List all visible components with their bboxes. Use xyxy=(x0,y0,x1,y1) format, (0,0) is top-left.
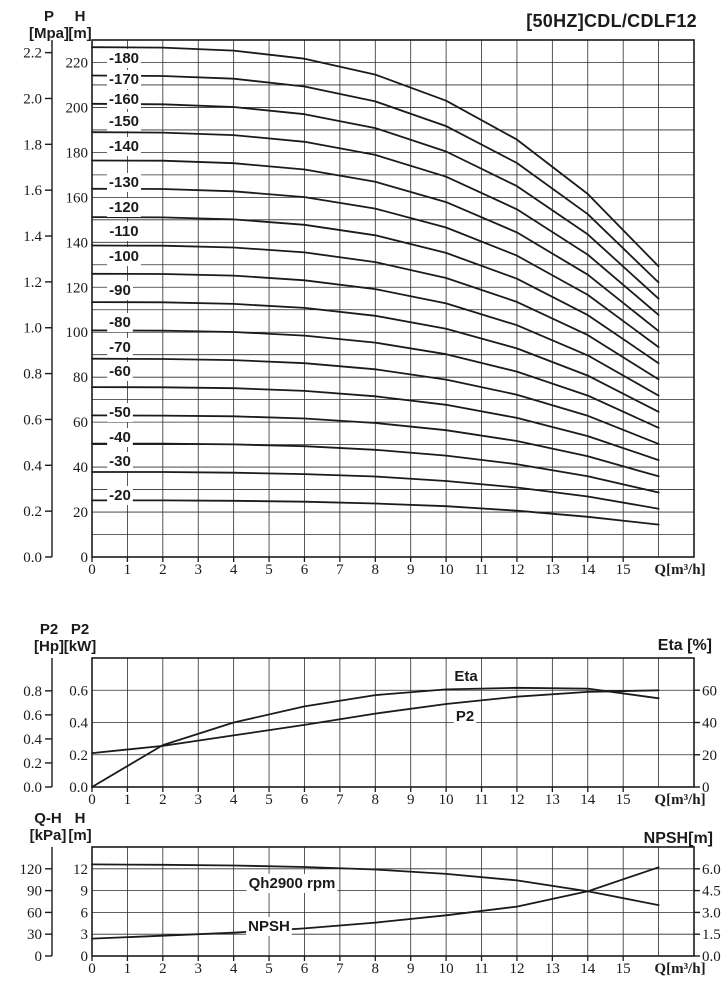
axis-tick-label: 30 xyxy=(27,927,42,944)
curve-label-P2: P2 xyxy=(455,708,475,725)
axis-tick-label: 180 xyxy=(65,145,88,162)
curve-label--170: -170 xyxy=(108,71,140,88)
x-tick-label: 12 xyxy=(509,792,525,808)
axis-tick-label: 1.8 xyxy=(23,137,42,154)
axis-tick-label: 4.5 xyxy=(702,883,721,900)
x-tick-label: 7 xyxy=(336,792,344,808)
axis-tick-label: 0 xyxy=(34,949,42,965)
axis-tick-label: 0.6 xyxy=(23,412,42,429)
axis-tick-label: 80 xyxy=(73,370,88,387)
axis-tick-label: 0.2 xyxy=(23,755,42,772)
curve-label--100: -100 xyxy=(108,248,140,265)
x-tick-label: 9 xyxy=(406,792,415,808)
x-tick-label: 5 xyxy=(265,562,273,578)
axis-tick-label: 0.8 xyxy=(23,683,42,700)
axis-tick-label: 0.4 xyxy=(69,715,88,732)
curve-label--140: -140 xyxy=(108,138,140,155)
curve-label--60: -60 xyxy=(109,363,131,380)
x-tick-label: 5 xyxy=(265,961,273,977)
axis-tick-label: 6 xyxy=(80,905,88,922)
x-tick-label: 4 xyxy=(229,792,238,808)
axis-tick-label: 0.6 xyxy=(69,683,88,700)
axis-tick-label: 2.0 xyxy=(23,91,42,108)
axis-tick-label: 20 xyxy=(702,747,717,764)
axis-title: [kPa] xyxy=(29,827,67,844)
axis-tick-label: 0.2 xyxy=(69,747,88,764)
x-tick-label: 9 xyxy=(406,961,415,977)
axis-tick-label: 200 xyxy=(65,100,88,117)
x-tick-label: 11 xyxy=(474,562,489,578)
right-axis-title: NPSH[m] xyxy=(643,830,713,847)
chart-qh-npsh xyxy=(20,810,721,977)
axis-title: H xyxy=(74,810,86,827)
x-tick-label: 1 xyxy=(123,562,132,578)
x-tick-label: 4 xyxy=(229,961,238,977)
x-tick-label: 3 xyxy=(194,792,202,808)
grid xyxy=(92,847,694,956)
axis-tick-label: 60 xyxy=(702,683,717,700)
x-tick-label: 3 xyxy=(194,562,202,578)
axis-title: [kW] xyxy=(63,638,97,655)
x-tick-label: 0 xyxy=(88,792,96,808)
curve-label--50: -50 xyxy=(109,404,131,421)
axis-title: [Mpa] xyxy=(29,25,69,42)
x-tick-label: 15 xyxy=(615,792,631,808)
curve-label--150: -150 xyxy=(108,113,140,130)
axis-tick-label: 0 xyxy=(80,949,88,965)
x-tick-label: 14 xyxy=(580,961,596,977)
axis-tick-label: 1.4 xyxy=(23,229,42,246)
axis-tick-label: 12 xyxy=(73,861,88,878)
axis-tick-label: 60 xyxy=(73,415,88,432)
chart-title: [50HZ]CDL/CDLF12 xyxy=(526,11,697,31)
axis-tick-label: 0.0 xyxy=(702,949,721,965)
x-tick-label: 13 xyxy=(544,562,560,578)
curve-label-Eta: Eta xyxy=(454,668,478,685)
axis-tick-label: 0.4 xyxy=(23,458,42,475)
curve-label-NPSH: NPSH xyxy=(248,918,290,935)
axis-tick-label: 40 xyxy=(702,715,717,732)
axis-tick-label: 1.0 xyxy=(23,320,42,337)
curve-label--130: -130 xyxy=(108,174,140,191)
curve-label--70: -70 xyxy=(109,339,131,356)
x-tick-label: 12 xyxy=(509,562,525,578)
x-tick-label: 0 xyxy=(88,562,96,578)
curve-label--40: -40 xyxy=(109,429,131,446)
x-tick-label: 3 xyxy=(194,961,202,977)
right-axis-title: Eta [%] xyxy=(657,637,712,654)
x-tick-label: 10 xyxy=(438,792,454,808)
axis-tick-label: 0.8 xyxy=(23,366,42,383)
axis-title: H xyxy=(74,8,86,25)
axis-tick-label: 0.4 xyxy=(23,731,42,748)
chart-power-eta xyxy=(23,621,717,808)
axis-title: Q-H xyxy=(34,810,62,827)
axis-tick-label: 1.5 xyxy=(702,927,721,944)
x-unit-label: Q[m³/h] xyxy=(654,562,706,578)
x-tick-label: 0 xyxy=(88,961,96,977)
axis-tick-label: 0.0 xyxy=(23,780,42,796)
axis-tick-label: 100 xyxy=(65,325,88,342)
axis-title: [m] xyxy=(68,827,92,844)
axis-tick-label: 220 xyxy=(65,55,88,72)
axis-tick-label: 2.2 xyxy=(23,45,42,62)
x-tick-label: 15 xyxy=(615,562,631,578)
x-tick-label: 1 xyxy=(123,792,132,808)
axis-tick-label: 0.6 xyxy=(23,707,42,724)
grid xyxy=(92,658,694,787)
curve-label--110: -110 xyxy=(109,223,139,240)
curve-label--120: -120 xyxy=(108,199,140,216)
plot-border xyxy=(92,847,694,956)
chart-head-curves xyxy=(23,8,705,578)
axis-title: P xyxy=(43,8,55,25)
x-tick-label: 11 xyxy=(474,961,489,977)
axis-tick-label: 40 xyxy=(73,460,88,477)
x-tick-label: 4 xyxy=(229,562,238,578)
x-tick-label: 8 xyxy=(371,792,380,808)
axis-tick-label: 1.2 xyxy=(23,274,42,291)
axis-tick-label: 0.2 xyxy=(23,504,42,521)
axis-title: P2 xyxy=(70,621,90,638)
x-tick-label: 2 xyxy=(159,562,167,578)
axis-tick-label: 120 xyxy=(19,861,42,878)
axis-title: [m] xyxy=(68,25,92,42)
x-tick-label: 12 xyxy=(509,961,525,977)
axis-tick-label: 6.0 xyxy=(702,861,721,878)
x-tick-label: 15 xyxy=(615,961,631,977)
axis-tick-label: 140 xyxy=(65,235,88,252)
axis-tick-label: 3 xyxy=(80,927,88,944)
axis-tick-label: 20 xyxy=(73,505,88,522)
axis-tick-label: 120 xyxy=(65,280,88,297)
axis-tick-label: 0.0 xyxy=(69,780,88,796)
axis-tick-label: 0 xyxy=(80,550,88,566)
x-tick-label: 2 xyxy=(159,792,167,808)
x-tick-label: 10 xyxy=(438,961,454,977)
axis-tick-label: 0 xyxy=(702,780,710,796)
x-tick-label: 10 xyxy=(438,562,454,578)
x-tick-label: 6 xyxy=(300,792,309,808)
x-unit-label: Q[m³/h] xyxy=(654,792,706,808)
x-tick-label: 6 xyxy=(300,562,309,578)
x-unit-label: Q[m³/h] xyxy=(654,961,706,977)
axis-tick-label: 60 xyxy=(27,905,42,922)
x-tick-label: 13 xyxy=(544,792,560,808)
curve-label-Qh2900 rpm: Qh2900 rpm xyxy=(248,875,336,892)
curve-label--30: -30 xyxy=(109,453,131,470)
axis-title: [Hp] xyxy=(34,638,64,655)
x-tick-label: 5 xyxy=(265,792,273,808)
curve-label--80: -80 xyxy=(109,314,131,331)
x-tick-label: 7 xyxy=(336,961,344,977)
axis-tick-label: 1.6 xyxy=(23,183,42,200)
axis-tick-label: 3.0 xyxy=(702,905,721,922)
x-tick-label: 8 xyxy=(371,562,380,578)
curve-label--180: -180 xyxy=(108,50,140,67)
x-tick-label: 2 xyxy=(159,961,167,977)
axis-tick-label: 0.0 xyxy=(23,550,42,566)
curve-label--90: -90 xyxy=(109,282,131,299)
axis-tick-label: 160 xyxy=(65,190,88,207)
x-tick-label: 11 xyxy=(474,792,489,808)
axis-tick-label: 90 xyxy=(27,883,42,900)
x-tick-label: 9 xyxy=(406,562,415,578)
x-tick-label: 6 xyxy=(300,961,309,977)
x-tick-label: 14 xyxy=(580,792,596,808)
axis-tick-label: 9 xyxy=(80,883,88,900)
curve-label--160: -160 xyxy=(108,91,140,108)
curve-label--20: -20 xyxy=(109,487,131,504)
axis-title: P2 xyxy=(39,621,59,638)
x-tick-label: 13 xyxy=(544,961,560,977)
x-tick-label: 8 xyxy=(371,961,380,977)
x-tick-label: 14 xyxy=(580,562,596,578)
x-tick-label: 1 xyxy=(123,961,132,977)
x-tick-label: 7 xyxy=(336,562,344,578)
